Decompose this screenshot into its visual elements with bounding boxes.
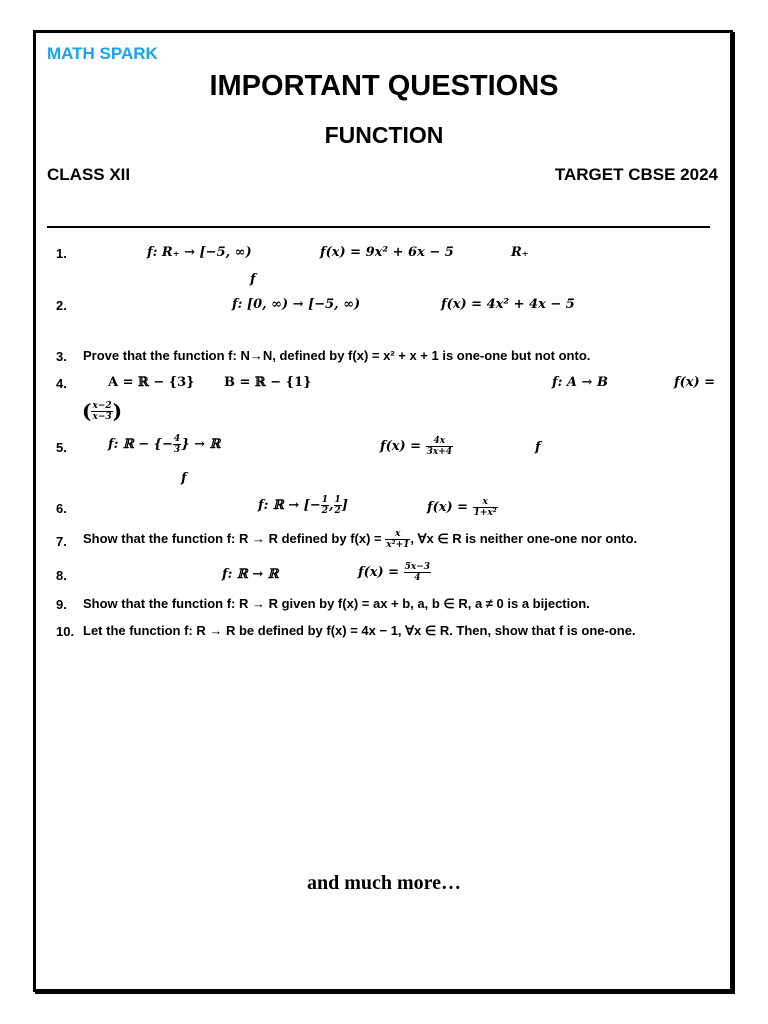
question-text: Show that the function f: R → R given by f(x) = ax + b, a, b ∈ R, a ≠ 0 is a bijection.: [83, 596, 590, 611]
question-expression: f(x) = 9x² + 6x − 5: [320, 245, 454, 260]
page-subtitle: FUNCTION: [324, 122, 444, 148]
class-label: CLASS XII: [47, 165, 131, 184]
question-expression: f(x) = $\frac{x}{\text{1+x²}}$: [427, 497, 497, 518]
question-expression: R₊: [511, 245, 529, 260]
question-number: 10.: [56, 624, 75, 639]
question-number: 6.: [56, 501, 67, 516]
question-expression: f: A → B: [552, 375, 608, 390]
question-expression: A = ℝ − {3}: [108, 375, 195, 390]
question-fraction: ( $\frac{x-2}{x-3}$ ): [82, 399, 123, 423]
fraction-numerator: x−2: [92, 400, 112, 411]
question-number: 1.: [56, 246, 67, 261]
question-number: 5.: [56, 440, 67, 455]
question-expression: f(x) = 4x² + 4x − 5: [441, 297, 575, 312]
question-expression: f: [181, 471, 187, 486]
question-expression: f(x) = $\frac{4x}{3x+4}$: [380, 436, 453, 457]
question-number: 8.: [56, 568, 67, 583]
question-text: Prove that the function f: N→N, defined by f(x) = x² + x + 1 is one-one but not onto.: [83, 348, 591, 363]
question-number: 7.: [56, 534, 67, 549]
question-expression: f: [0, ∞) → [−5, ∞): [232, 297, 361, 312]
question-expression: f: [535, 440, 541, 455]
target-label: TARGET CBSE 2024: [554, 165, 718, 184]
question-expression: f: R₊ → [−5, ∞): [147, 245, 252, 260]
question-text: Show that the function f: R → R defined by f(x) = $\frac{x}{\text{x²+1}}$ , ∀x ∈ R is neither one-one nor onto.: [83, 529, 638, 550]
fraction-denominator: x−3: [92, 411, 112, 422]
question-number: 9.: [56, 597, 67, 612]
question-number: 4.: [56, 376, 67, 391]
question-number: 3.: [56, 349, 67, 364]
question-expression: f: ℝ → [− $\frac{1}{2}$ , $\frac{1}{2}$ ]: [258, 495, 348, 516]
footer-note: and much more…: [306, 872, 462, 894]
page-title: IMPORTANT QUESTIONS: [209, 70, 559, 102]
question-expression: f(x) = $\frac{5x-3}{4}$: [358, 562, 431, 583]
question-expression: f: ℝ − {− $\frac{4}{3}$ } → ℝ: [108, 434, 221, 455]
question-text: Let the function f: R → R be defined by f(x) = 4x − 1, ∀x ∈ R. Then, show that f is one-one.: [83, 623, 636, 638]
brand-label: MATH SPARK: [47, 44, 158, 63]
question-expression: B = ℝ − {1}: [224, 375, 312, 390]
question-expression: f(x) =: [674, 375, 716, 390]
question-expression: f: ℝ → ℝ: [222, 567, 279, 582]
header-divider: [47, 226, 710, 228]
question-expression: f: [250, 272, 256, 287]
question-number: 2.: [56, 298, 67, 313]
